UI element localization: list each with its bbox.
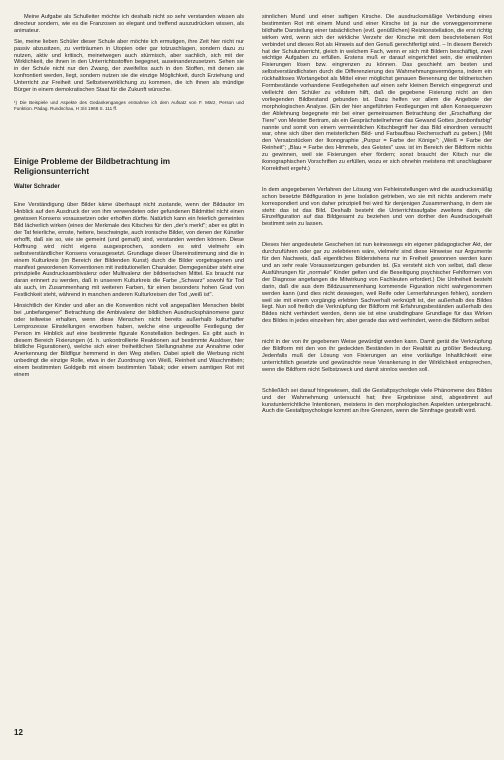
body-paragraph: Eine Verständigung über Bilder käme überhaupt nicht zustande, wenn der Bildautor im Hinblick auf den Ausdruck der von ihm verwendeten oder gefundenen Bildmittel nicht einen gewissen Konsens voraussetzen oder erhoffen dürfte. Natürlich kann ein feierlich gemeintes Bild lächerlich wirken (eines der Merkmale des Kitsches für den „der's merkt"; aber es gibt in der Tat feierliche, ernste, heitere, beschwingte, auch ironische Bilder, von denen der Künstler erhofft, daß sie so, wie sie gemeint (und gemalt) sind, verstanden werden können. Diese Hoffnung wird nicht eigens ausgesprochen, sondern es wird vielmehr ein selbstverständlicher Konsens vorausgesetzt. Grundlage dieser Übereinstimmung sind die in einem Kulturkreis (im Bereich der Bildenden Kunst) durch die Bilder vorgetragenen und manifest gewordenen Konventionen mit institutionellen Charakter. Demgegenüber steht eine prinzipielle Ausdrucksambivalenz oder Multivalenz der bildnerischen Mittel. Es braucht nur daran erinnert zu werden, daß in unserem Kulturkreis die Farbe „Schwarz" sowohl für Tod als auch, im Zusammenhang mit weiteren Farben, für einen besonders hohen Grad von Festlichkeit steht, während in manchen anderen Kulturkreisen der Tod „weiß ist". — [14, 202, 244, 299]
left-column — [14, 14, 244, 383]
footnote: ¹) Die Beispiele und Aspekte des Gedankenganges entnahme ich dem Aufsatz von F. März, Person und Funktion. Pädag. Rundschau, H 3/4 1968 S. 111 ff. — [14, 99, 244, 111]
paragraph-spacer — [262, 378, 492, 388]
paragraph-spacer — [262, 232, 492, 242]
right-column — [262, 14, 492, 419]
page-number: 12 — [14, 728, 23, 737]
body-paragraph: Hinsichtlich der Kinder und aller an die Konvention nicht voll angepaßten Menschen bleibt bei „unbefangener" Betrachtung die Ambivalenz der bildlichen Ausdrucksphänomene ganz oder teilweise erhalten, wenn diese Menschen nicht bereits außerhalb kulturhafter Lernprozesse Einstellungen erworben haben, welche eine ungewollte Festlegung der Person im Hinblick auf eine bestimmte figurale Konstellation bedingen. Es gibt auch in diesem Bereich Fixierungen (d. h. unkontrollierte Reaktionen auf bestimmte Auslöser, hier bildliche Figurationen), welche sich einer freiheitlichen Stellungnahme zur Annahme oder Anerkennung der Bildfigur hemmend in den Weg stellen. Dabei spielt die Werbung nicht unbedingt die einzige Rolle, etwa in der Zuordnung von Weiß, Reinheit und Waschmitteln; einem bestimmten Goldgelb mit einem bestimmten Tabak; oder einem samtigen Rot mit einem — [14, 303, 244, 379]
article-title: Einige Probleme der Bildbetrachtung im Religionsunterricht — [14, 157, 171, 176]
body-paragraph: In dem angegebenen Verfahren der Lösung von Fehleinstellungen wird die ausdrucksmäßig schon besetzte Bildfiguration in jene Isolation getrieben, wo sie mit nichts anderem mehr korrespondiert und von daher prinzipiell frei wird für denjenigen Zusammenhang, in dem sie steht: das ist das Bild. Deshalb besteht die Unterrichtsaufgabe zweitens darin, die Einzelfiguration auf das Bildgesamt zu beziehen und von dorther den Ausdrucksgehalt bestimmt sein zu lassen. — [262, 186, 492, 228]
body-paragraph: Schließlich sei darauf hingewiesen, daß die Gestaltpsychologie viele Phänomene des Bildes und der Wahrnehmung untersucht hat; ihre Ergebnisse sind, abgestimmt auf kunstunterrichtliche Intentionen, meistens in den morphologischen Aspekten untergebracht. Auch die Gestaltpsychologie kommt an ihre Grenzen, wenn die Sinnfrage gestellt wird. — [262, 387, 492, 415]
body-paragraph: Sie, meine lieben Schüler dieser Schule aber möchte ich ermutigen, ihre Zeit hier nicht nur passiv abzusitzen, zu vertträumen in Utopien oder gar totzuschlagen, sondern dazu zu nutzen, aktiv und kritisch, meinetwegen auch stürmisch, aber sachlich, sich mit der Wirklichkeit, die ihnen in den Unterrichtsstoffen begegnet, auseinanderzusetzen. Sehen sie in der Schule nicht nur den Zwang, der zweifellos auch in den Stoffen, mit denen sie konfrontiert werden, liegt, sondern nutzen sie die einzige Möglichkeit, durch Erziehung und Unterricht zur Freiheit und Selbstverwirklichung zu kommen, die ich ihnen als mündige Bürger in einem demokratischen Staat für die Zukunft wünsche. — [14, 38, 244, 94]
paragraph-spacer — [262, 177, 492, 187]
body-paragraph: nicht in der von ihr gegebenen Weise gewürdigt werden kann. Damit gerät die Verknüpfung der Bildform mit den von ihr gedeckten Beständen in der Realität zu größter Bedeutung. Jedenfalls muß der Lösung von Fixierungen an eine vorläufige Inhaltlichkeit eine unterrichtlich gesetzte und gewünschte neue Verankerung in der Wirklichkeit entsprechen, wenn die Bildform nicht Selbstzweck und damit sinnlos werden soll. — [262, 339, 492, 373]
article-author: Walter Schrader — [14, 184, 60, 191]
body-paragraph: sinnlichen Mund und einer saftigen Kirsche. Die ausdrucksmäßige Verbindung eines bestimmten Rot mit einem Mund und einer Kirsche ist ja nur die vorweggenommene bildhafte Darstellung einer tatsächlichen (evtl. genüßlichen) Reizkonstellation, die erst richtig wirken wird, wenn sich der wirkliche Verzehr der Kirsche mit dem beschriebenen Rot verbindet und dieses Rot als Hinweis auf den Genuß gerechtfertigt wird. – In diesem Bereich hat der Schulunterricht, gleich in welchem Fach, wenn er sich mit Bildern beschäftigt, zwei wichtige Aufgaben zu erfüllen. Erstens muß er darauf eingerichtet sein, die erwähnten Fixierungen lösen bzw. eingrenzen zu können. Das geschieht am besten und selbstverständlichsten durch die Differenzierung des Wahrnehmungsvermögens, indem ein rückhaltloses Wortangebot als Mittel einer möglichst genauen Benennung der bildnerischen Formbestände vorhandene Festlegeheiten auf einen sehr kleinen Bereich eingegrenzt und vielleicht den Schüler zu völlstem hilft, daß die gegebene Fixierung nicht an den vorliegenden Bildbestand gebunden ist. Dazu helfen vor allem die Angebote der morphologischen Analyse. (Ein der hier angeführten Festlegungen mit allen Konsequenzen der Ablehnung begegnete mir bei einer gemeinsamen Betrachtung der „Erschaffung der Tiere" von Meister Bertram, als ein Gesprächsteilnehmer das Gewand Gottes „bonbonfarbig" nannte und somit von einem vermeintlichen Kitschbegriff her das Bild einordnen versucht war, ohne sich über den meisterlichen Bild- und Farbaufbau Rechenschaft zu geben.) (Mit den Versatzstücken der Ikonographie „Purpur = Farbe der Könige"; „Weiß = Farbe der Reinheit"; „Blau = Farbe des Himmels, des Geistes" usw. ist im Bereich der Bildform nichts zu gewinnen, weil sie Fixierungen eher fördern; sonst braucht der Kitsch nur die ikonographischen Vorschriften zu erfüllen, wozu er sich ohnehin meistens mit unschlagbarer Korrektheit ergeht.) — [262, 14, 492, 172]
body-paragraph: Meine Aufgabe als Schulleiter möchte ich deshalb nicht so sehr verstanden wissen als directeur sondern, wie es die Franzosen so elegant und treffend auszudrücken wissen, als animateur. — [14, 14, 244, 34]
body-paragraph: Dieses hier angedeutete Geschehen ist nun keineswegs ein eigener pädagogischer Akt, der durchzuführen oder gar zu zelebrieren wäre, vielmehr sind diese Hinweise nur Argumente für den Nachweis, daß eigentliches Bilderstehens nur in Freiheit gewonnen werden kann und an sehr reale Voraussetzungen gebunden ist. (Es versteht sich von selbst, daß diese Ausführungen für „normale" Kinder gelten und die Beseitigung psychischer Fehlformen von der Diagnose angefangen die Mitwirkung von Fachleuten erfordert.) Die Unfreiheit besteht darin, daß die aus dem Bildzusammenhang kommende Figuration nicht wahrgenommen werden kann (und dies nicht deswegen, weil Reife oder Lernerfahrungen fehlen), sondern weil sie mit einem vorgängig erlebten Sachverhalt verknüpft ist, der außerhalb des Bildes liegt. Nun soll freilich die Verknüpfung der Bildform mit Erfahrungsbeständen außerhalb des Bildes nicht verhindert werden, denn sie ist eine unabdingbare Grundlage für das Wirken des Bildes in jedes einzelnen hin; aber gerade das wird verhindert, wenn die Bildform selbst — [262, 242, 492, 325]
paragraph-spacer — [262, 329, 492, 339]
